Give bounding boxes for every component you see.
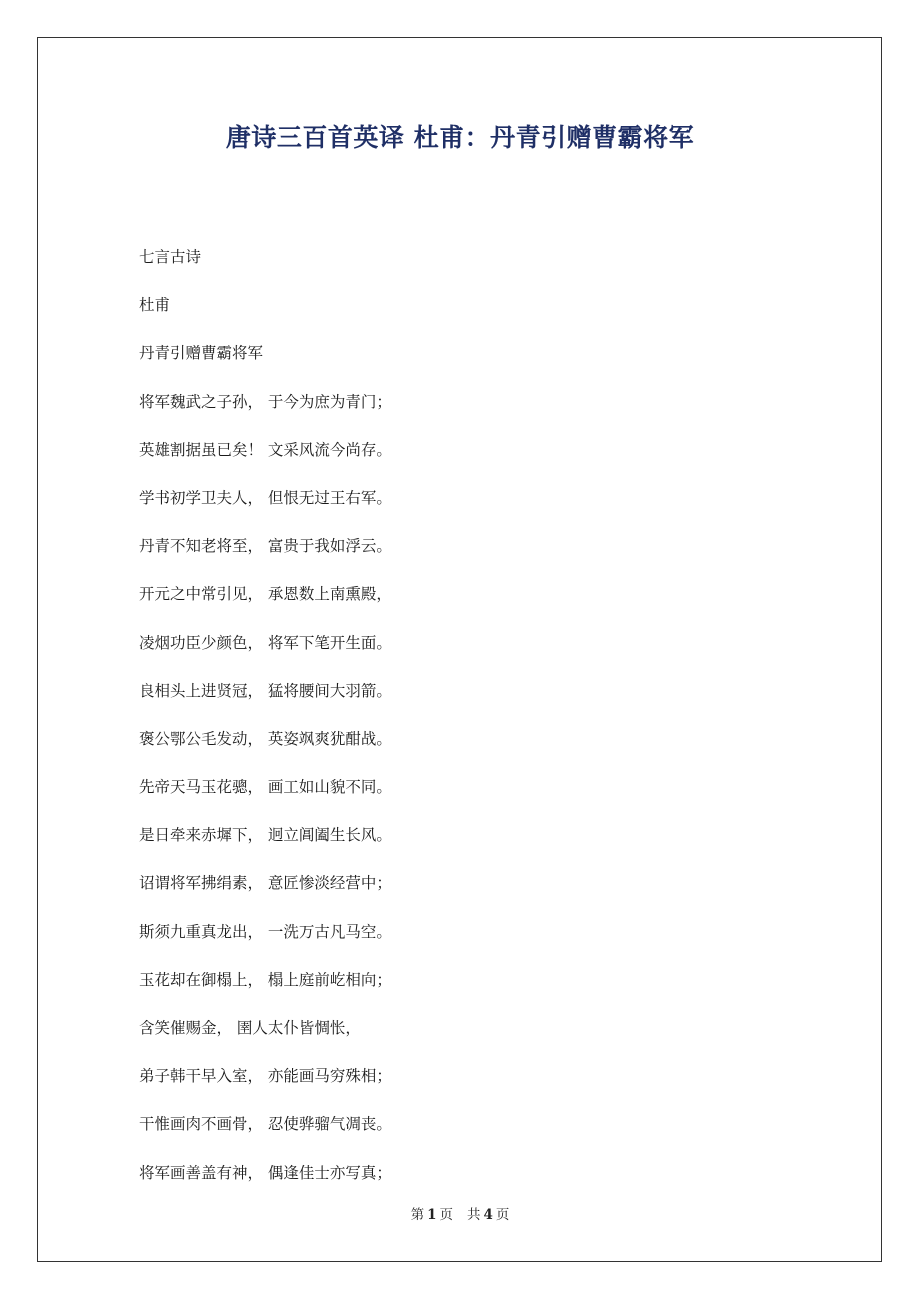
total-suffix: 页 bbox=[495, 1207, 510, 1223]
poem-line: 含笑催赐金， 圉人太仆皆惆怅， bbox=[139, 1019, 361, 1037]
poem-title: 丹青引赠曹霸将军 bbox=[139, 344, 264, 363]
poem-line: 先帝天马玉花骢， 画工如山貌不同。 bbox=[139, 778, 392, 797]
page-total-label bbox=[467, 1207, 509, 1223]
poem-line: 是日牵来赤墀下， 迥立阊阖生长风。 bbox=[139, 826, 392, 845]
total-prefix: 共 bbox=[467, 1207, 481, 1223]
poem-line: 良相头上进贤冠， 猛将腰间大羽箭。 bbox=[139, 681, 392, 700]
poem-line: 玉花却在御榻上， 榻上庭前屹相向； bbox=[139, 970, 392, 989]
poem-line: 弟子韩干早入室， 亦能画马穷殊相； bbox=[139, 1067, 392, 1086]
poem-line: 褒公鄂公毛发动， 英姿飒爽犹酣战。 bbox=[139, 729, 392, 748]
poem-line: 干惟画肉不画骨， 忍使骅骝气凋丧。 bbox=[139, 1115, 392, 1134]
poem-line: 诏谓将军拂绢素， 意匠惨淡经营中； bbox=[139, 874, 392, 893]
poem-line: 斯须九重真龙出， 一洗万古凡马空。 bbox=[139, 922, 392, 941]
poem-author: 杜甫 bbox=[139, 296, 171, 315]
page-current: 1 bbox=[427, 1207, 437, 1223]
poem-line: 凌烟功臣少颜色， 将军下笔开生面。 bbox=[139, 633, 392, 652]
page-footer bbox=[0, 1205, 920, 1225]
poem-line: 学书初学卫夫人， 但恨无过王右军。 bbox=[139, 488, 392, 507]
document-title: 唐诗三百首英译 杜甫：丹青引赠曹霸将军 bbox=[225, 123, 695, 152]
page-prefix: 第 bbox=[410, 1207, 425, 1223]
page-suffix: 页 bbox=[439, 1207, 453, 1223]
poem-category: 七言古诗 bbox=[139, 248, 202, 266]
page-number bbox=[411, 1207, 453, 1223]
poem-body bbox=[139, 240, 839, 1204]
poem-line: 开元之中常引见， 承恩数上南熏殿， bbox=[139, 585, 392, 604]
poem-line: 将军画善盖有神， 偶逢佳士亦写真； bbox=[139, 1163, 392, 1182]
poem-line: 丹青不知老将至， 富贵于我如浮云。 bbox=[139, 537, 392, 556]
poem-line: 英雄割据虽已矣！ 文采风流今尚存。 bbox=[139, 440, 392, 459]
poem-line: 将军魏武之子孙， 于今为庶为青门； bbox=[139, 392, 392, 411]
page-total: 4 bbox=[483, 1207, 493, 1223]
